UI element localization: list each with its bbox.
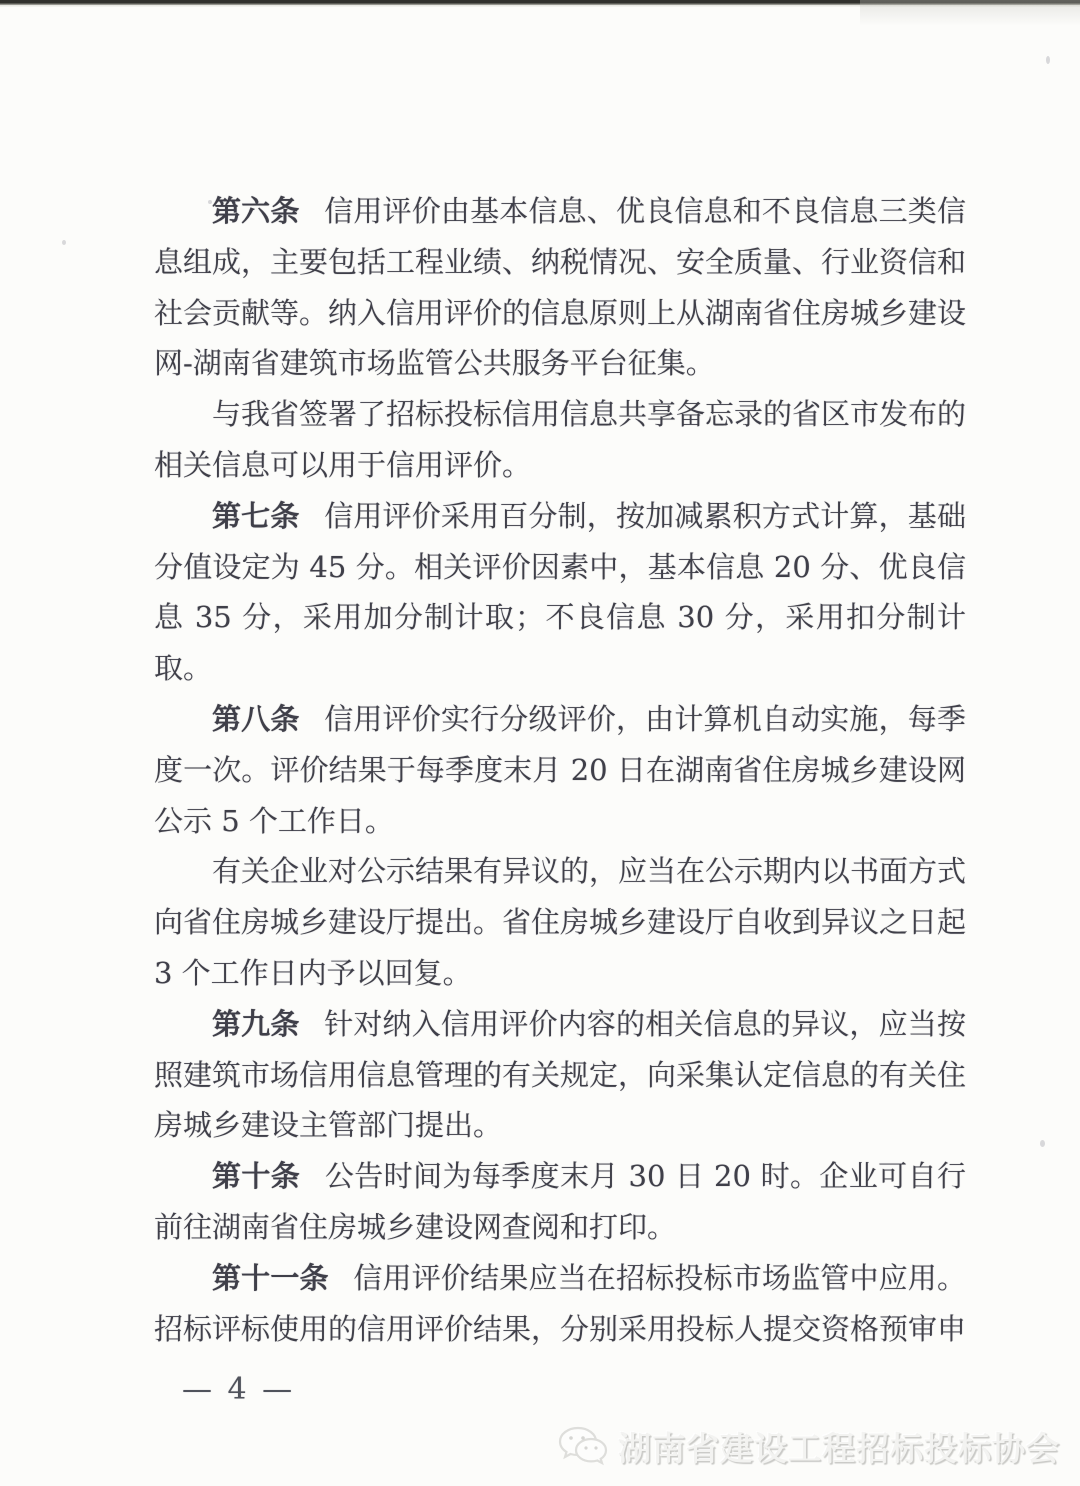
article-text: 公告时间为每季度末月 30 日 20 时。企业可自行前往湖南省住房城乡建设网查阅和打印。 (154, 1159, 966, 1244)
article-text: 信用评价实行分级评价，由计算机自动实施，每季度一次。评价结果于每季度末月 20 日在湖南省住房城乡建设网公示 5 个工作日。 (154, 701, 966, 838)
article-text: 针对纳入信用评价内容的相关信息的异议，应当按照建筑市场信用信息管理的有关规定，向采集认定信息的有关住房城乡建设主管部门提出。 (154, 1006, 967, 1143)
paragraph-article-9 (154, 999, 966, 1151)
scan-noise (1040, 1140, 1045, 1147)
document-body (154, 186, 966, 1354)
article-number: 第八条 (212, 701, 300, 736)
article-text: 信用评价采用百分制，按加减累积方式计算，基础分值设定为 45 分。相关评价因素中，基本信息 20 分、优良信息 35 分，采用加分制计取；不良信息 30 分，采用扣分制计取。 (154, 498, 966, 686)
scan-noise (1046, 56, 1050, 64)
scan-noise (62, 240, 66, 245)
footer-watermark (554, 1423, 1060, 1470)
paragraph-objection-procedure (154, 846, 966, 998)
paragraph-article-7 (154, 491, 966, 694)
watermark-text: 湖南省建设工程招标投标协会 (618, 1429, 1060, 1468)
article-text: 有关企业对公示结果有异议的，应当在公示期内以书面方式向省住房城乡建设厅提出。省住房城乡建设厅自收到异议之日起 3 个工作日内予以回复。 (154, 854, 967, 990)
scan-edge-artifact (0, 0, 1080, 7)
paragraph-article-10 (154, 1151, 966, 1253)
article-text: 信用评价结果应当在招标投标市场监管中应用。招标评标使用的信用评价结果，分别采用投标人提交资格预审申 (154, 1260, 967, 1346)
article-number: 第六条 (212, 194, 300, 228)
page-number: — 4 — (182, 1372, 296, 1407)
article-number: 第九条 (212, 1006, 300, 1041)
paragraph-article-8 (154, 694, 966, 846)
paragraph-article-11 (154, 1253, 966, 1355)
article-number: 第七条 (212, 498, 300, 533)
wechat-logo-icon (554, 1424, 610, 1470)
article-text: 与我省签署了招标投标信用信息共享备忘录的省区市发布的相关信息可以用于信用评价。 (154, 397, 967, 482)
article-text: 信用评价由基本信息、优良信息和不良信息三类信息组成，主要包括工程业绩、纳税情况、安全质量、行业资信和社会贡献等。纳入信用评价的信息原则上从湖南省住房城乡建设网-湖南省建筑市场监管公共服务平台征集。 (154, 194, 967, 381)
paragraph-memo-provinces (154, 389, 966, 491)
article-number: 第十条 (212, 1159, 301, 1194)
paragraph-article-6 (154, 186, 966, 389)
article-number: 第十一条 (212, 1260, 329, 1295)
